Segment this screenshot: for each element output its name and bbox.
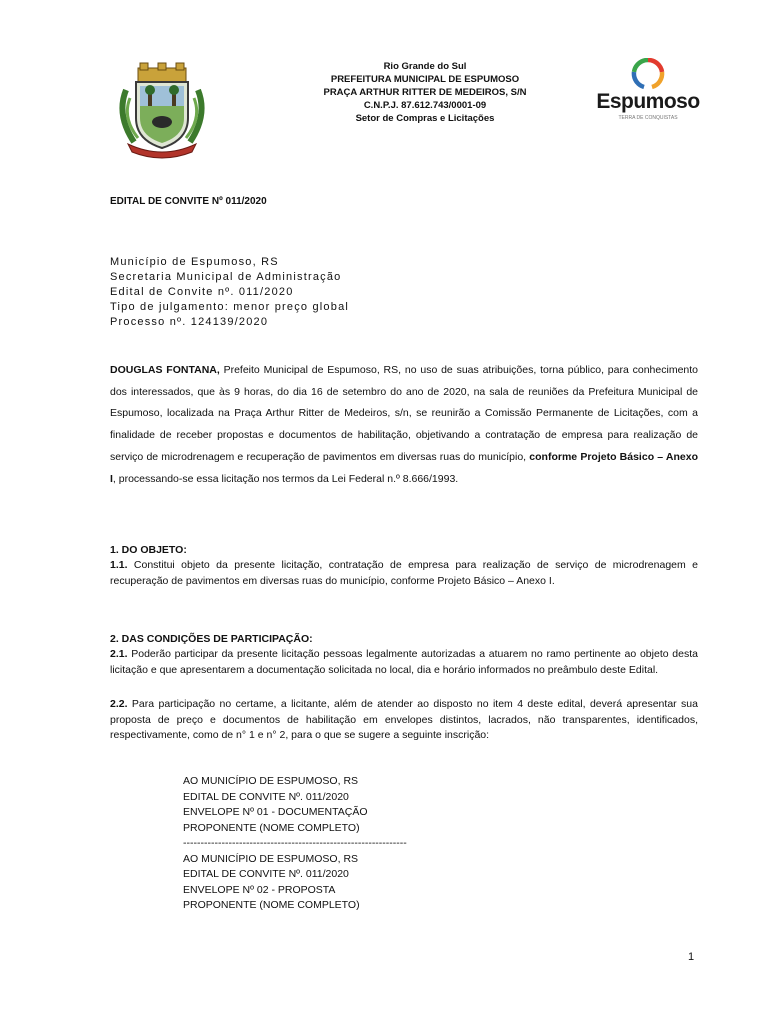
letterhead-state: Rio Grande do Sul — [383, 61, 467, 72]
preamble-text-1: Prefeito Municipal de Espumoso, RS, no uso de suas atribuições, torna público, para conhecimento dos interessados, que às 9 horas, do dia 16 de setembro do ano de 2020, na sala de reuniões da Prefeitura Municipal de Espumoso, localizada na Praça Arthur Ritter de Medeiros, s/n, se reunirão a Comissão Permanente de Licitações, com a finalidade de receber propostas e documentos de habilitação, objetivando a contratação de empresa para realização de serviço de microdrenagem e recuperação de pavimentos em diversas ruas do município, — [110, 364, 698, 463]
item-number: 1.1. — [110, 559, 128, 571]
inscription-line: PROPONENTE (NOME COMPLETO) — [183, 899, 360, 911]
inscription-line: EDITAL DE CONVITE Nº. 011/2020 — [183, 868, 349, 880]
section-1-title: 1. DO OBJETO: — [110, 544, 187, 556]
inscription-line: AO MUNICÍPIO DE ESPUMOSO, RS — [183, 775, 359, 787]
page-number: 1 — [688, 951, 695, 963]
identification-block — [110, 255, 349, 330]
preamble-text-2: , processando-se essa licitação nos termos da Lei Federal n.º 8.666/1993. — [112, 472, 459, 485]
letterhead-cnpj: C.N.P.J. 87.612.743/0001-09 — [363, 100, 487, 111]
letterhead-sector: Setor de Compras e Licitações — [355, 113, 495, 124]
mayor-name: DOUGLAS FONTANA, — [110, 364, 220, 376]
item-text: Para participação no certame, a licitante, além de atender ao disposto no item 4 deste edital, deverá apresentar sua proposta de preço e documentos de habilitação em envelopes distintos, lacrados, não transparentes, identificados, respectivamente, como de n° 1 e n° 2, para o que se sugere a seguinte inscrição: — [110, 698, 698, 741]
document-title: EDITAL DE CONVITE Nº 011/2020 — [110, 196, 267, 207]
envelope-inscription — [183, 774, 407, 914]
inscription-line: AO MUNICÍPIO DE ESPUMOSO, RS — [183, 852, 359, 865]
logo-tagline: TERRA DE CONQUISTAS — [618, 115, 678, 121]
section-1-item-1 — [110, 558, 698, 589]
id-processo: Processo nº. 124139/2020 — [110, 316, 269, 328]
inscription-line: PROPONENTE (NOME COMPLETO) — [183, 821, 360, 834]
item-text: Poderão participar da presente licitação pessoas legalmente autorizadas a atuarem no ramo pertinente ao objeto desta licitação e que apresentarem a documentação solicitada no local, dia e horário informados no preâmbulo deste Edital. — [110, 648, 698, 676]
id-secretaria: Secretaria Municipal de Administração — [110, 271, 342, 283]
inscription-line: ENVELOPE Nº 02 - PROPOSTA — [183, 883, 336, 896]
id-edital: Edital de Convite nº. 011/2020 — [110, 286, 294, 298]
inscription-line: EDITAL DE CONVITE Nº. 011/2020 — [183, 790, 349, 803]
item-number: 2.1. — [110, 648, 128, 660]
espumoso-logo — [596, 58, 700, 126]
espumoso-ring-icon — [596, 58, 700, 94]
logo-wordmark: Espumoso — [596, 90, 700, 113]
section-2-item-1 — [110, 647, 698, 678]
item-text: Constitui objeto da presente licitação, contratação de empresa para realização de serviço de microdrenagem e recuperação de pavimentos em diversas ruas do município, conforme Projeto Básico – Anexo I. — [110, 559, 698, 587]
item-number: 2.2. — [110, 698, 128, 710]
preamble-paragraph — [110, 360, 698, 490]
municipal-crest-icon — [112, 60, 212, 160]
letterhead — [300, 60, 550, 125]
section-2-title: 2. DAS CONDIÇÕES DE PARTICIPAÇÃO: — [110, 633, 313, 645]
id-municipio: Município de Espumoso, RS — [110, 256, 279, 268]
id-julgamento: Tipo de julgamento: menor preço global — [110, 301, 350, 313]
preamble-reference: conforme Projeto Básico – Anexo I — [110, 450, 699, 485]
inscription-line: ENVELOPE Nº 01 - DOCUMENTAÇÃO — [183, 806, 368, 818]
section-2-item-2 — [110, 697, 698, 744]
letterhead-prefeitura: PREFEITURA MUNICIPAL DE ESPUMOSO — [330, 74, 520, 85]
inscription-divider: ---------------------------------------------------------------- — [183, 837, 407, 849]
letterhead-address: PRAÇA ARTHUR RITTER DE MEDEIROS, S/N — [323, 87, 527, 98]
